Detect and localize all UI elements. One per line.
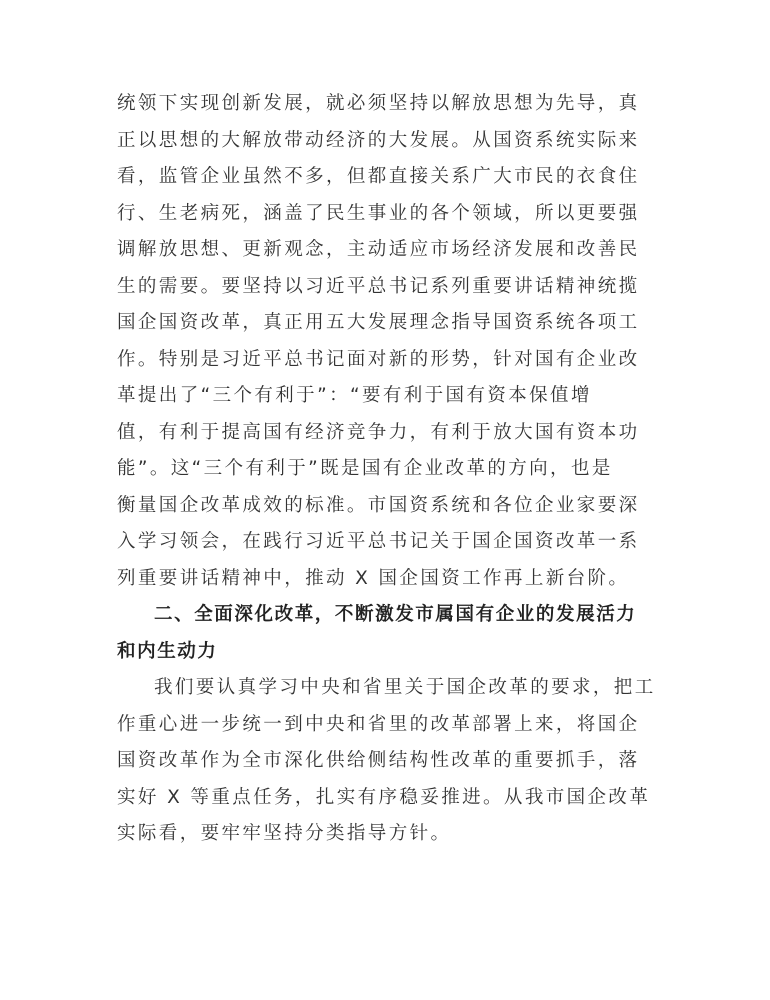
paragraph-line: 生的需要。要坚持以习近平总书记系列重要讲话精神统揽 — [117, 275, 640, 297]
paragraph-line: 我们要认真学习中央和省里关于国企改革的要求，把工 — [154, 677, 656, 698]
paragraph-line: 实际看，要牢牢坚持分类指导方针。 — [117, 823, 452, 844]
section-heading — [117, 597, 657, 670]
paragraph-line: 调解放思想、更新观念，主动适应市场经济发展和改善民 — [117, 239, 640, 260]
paragraph-line: 入学习领会，在践行习近平总书记关于国企国资改革一系 — [117, 531, 640, 552]
heading-line: 和内生动力 — [117, 640, 218, 662]
paragraph-line: 统领下实现创新发展，就必须坚持以解放思想为先导，真 — [117, 93, 640, 114]
paragraph-line: 作。特别是习近平总书记面对新的形势，针对国有企业改 — [117, 348, 640, 370]
paragraph-line: 衡量国企改革成效的标准。市国资系统和各位企业家要深 — [117, 494, 640, 516]
body-paragraph-2 — [117, 670, 657, 853]
paragraph-line: 能”。这“三个有利于”既是国有企业改革的方向，也是 — [117, 458, 613, 479]
paragraph-line: 列重要讲话精神中，推动 X 国企国资工作再上新台阶。 — [117, 567, 630, 589]
paragraph-line: 值，有利于提高国有经济竞争力，有利于放大国有资本功 — [117, 421, 640, 443]
paragraph-line: 作重心进一步统一到中央和省里的改革部署上来，将国企 — [117, 713, 640, 735]
paragraph-line: 看，监管企业虽然不多，但都直接关系广大市民的衣食住 — [117, 166, 640, 187]
paragraph-line: 行、生老病死，涵盖了民生事业的各个领域，所以更要强 — [117, 202, 640, 224]
body-paragraph-1 — [117, 86, 657, 597]
paragraph-line: 国资改革作为全市深化供给侧结构性改革的重要抓手，落 — [117, 750, 640, 771]
document-page — [117, 86, 657, 853]
paragraph-line: 正以思想的大解放带动经济的大发展。从国资系统实际来 — [117, 129, 640, 151]
paragraph-line: 国企国资改革，真正用五大发展理念指导国资系统各项工 — [117, 312, 640, 333]
paragraph-line: 革提出了“三个有利于”：“要有利于国有资本保值增 — [117, 385, 592, 406]
paragraph-line: 实好 X 等重点任务，扎实有序稳妥推进。从我市国企改革 — [117, 786, 651, 808]
heading-line: 二、全面深化改革，不断激发市属国有企业的发展活力 — [154, 604, 637, 625]
